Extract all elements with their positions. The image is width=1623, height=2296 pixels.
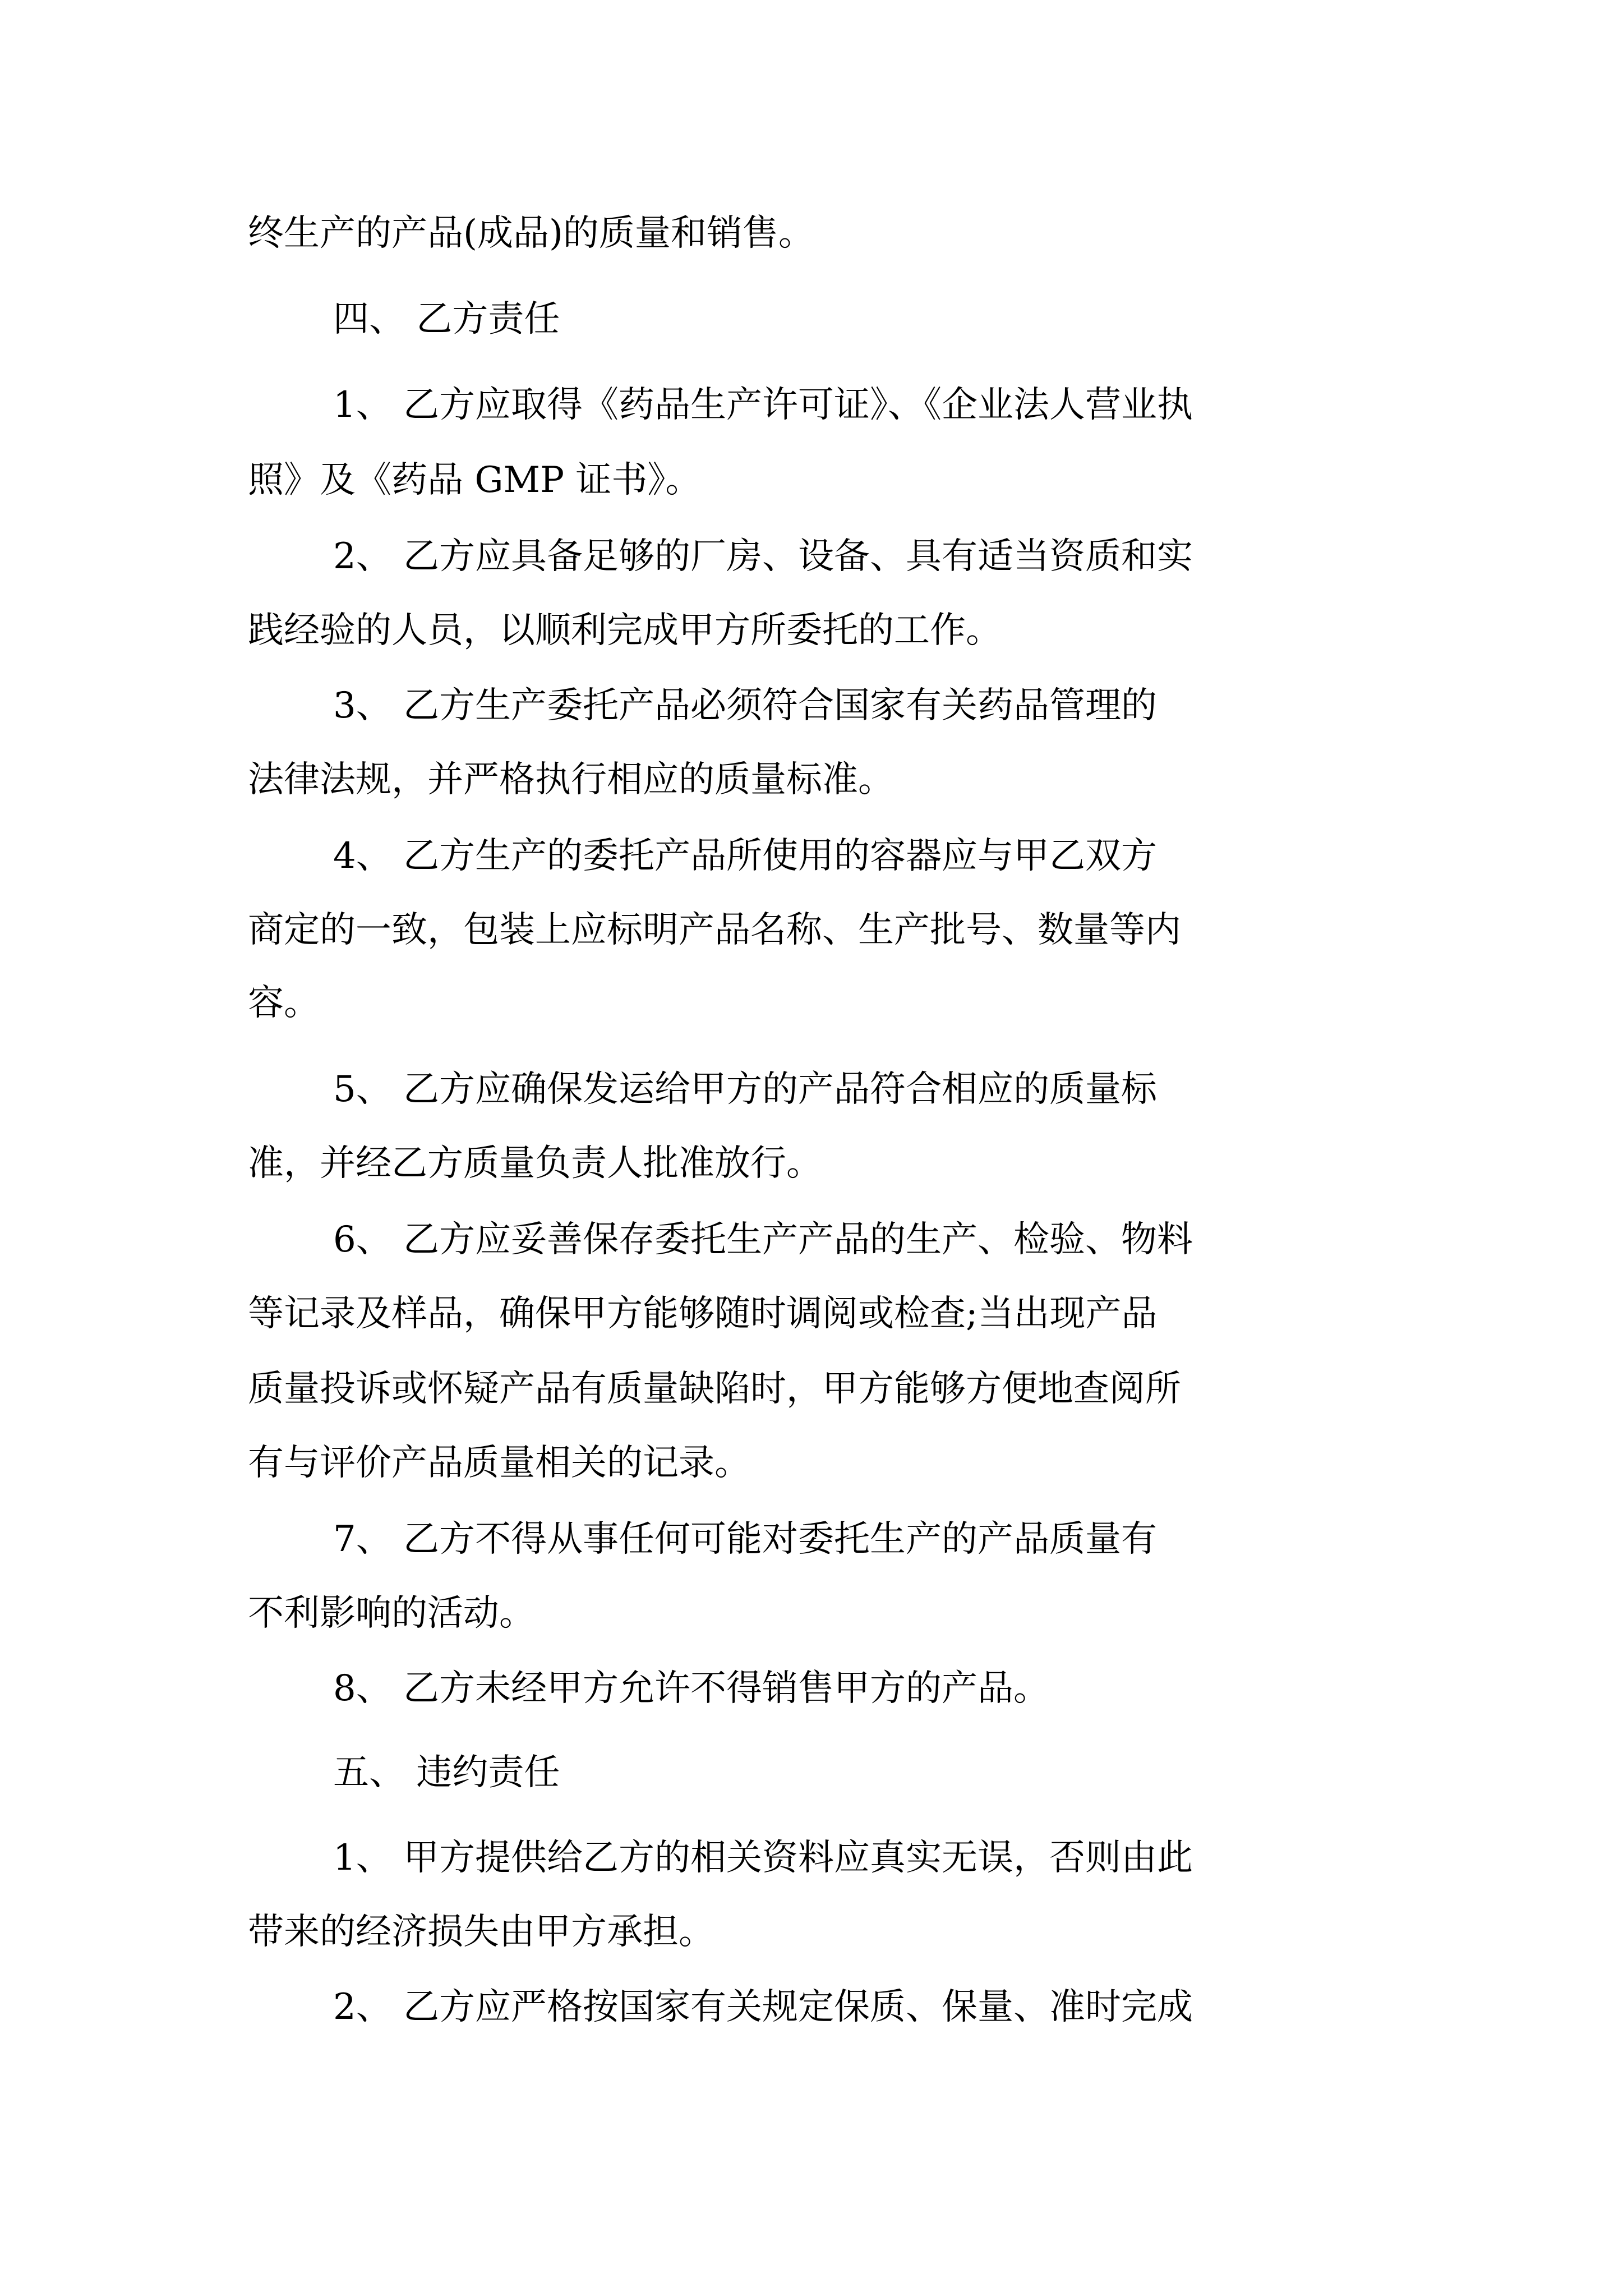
text-line: 5、 乙方应确保发运给甲方的产品符合相应的质量标 <box>333 1069 1158 1110</box>
text-line: 容。 <box>248 982 320 1024</box>
text-line: 8、 乙方未经甲方允许不得销售甲方的产品。 <box>333 1668 1050 1709</box>
section-heading: 五、 违约责任 <box>333 1752 560 1793</box>
text-line: 带来的经济损失由甲方承担。 <box>248 1911 714 1953</box>
text-line: 2、 乙方应具备足够的厂房、设备、具有适当资质和实 <box>333 536 1193 577</box>
text-line: 照》及《药品 GMP 证书》。 <box>248 459 702 501</box>
section-heading: 四、 乙方责任 <box>333 298 560 340</box>
text-line: 商定的一致，包装上应标明产品名称、生产批号、数量等内 <box>248 909 1181 951</box>
text-line: 等记录及样品，确保甲方能够随时调阅或检查;当出现产品 <box>248 1293 1158 1335</box>
text-line: 践经验的人员，以顺利完成甲方所委托的工作。 <box>248 610 1002 651</box>
text-line: 6、 乙方应妥善保存委托生产产品的生产、检验、物料 <box>333 1219 1193 1260</box>
text-line: 3、 乙方生产委托产品必须符合国家有关药品管理的 <box>333 685 1158 726</box>
text-line: 7、 乙方不得从事任何可能对委托生产的产品质量有 <box>333 1519 1158 1560</box>
text-line: 法律法规，并严格执行相应的质量标准。 <box>248 759 894 800</box>
text-line: 不利影响的活动。 <box>248 1593 535 1634</box>
text-line: 有与评价产品质量相关的记录。 <box>248 1442 750 1484</box>
text-line: 终生产的产品(成品)的质量和销售。 <box>248 213 814 254</box>
text-line: 4、 乙方生产的委托产品所使用的容器应与甲乙双方 <box>333 835 1158 877</box>
text-line: 2、 乙方应严格按国家有关规定保质、保量、准时完成 <box>333 1986 1193 2028</box>
text-line: 1、 乙方应取得《药品生产许可证》、《企业法人营业执 <box>333 384 1193 426</box>
text-line: 准，并经乙方质量负责人批准放行。 <box>248 1143 822 1184</box>
text-line: 质量投诉或怀疑产品有质量缺陷时，甲方能够方便地查阅所 <box>248 1368 1181 1410</box>
text-line: 1、 甲方提供给乙方的相关资料应真实无误，否则由此 <box>333 1837 1193 1879</box>
